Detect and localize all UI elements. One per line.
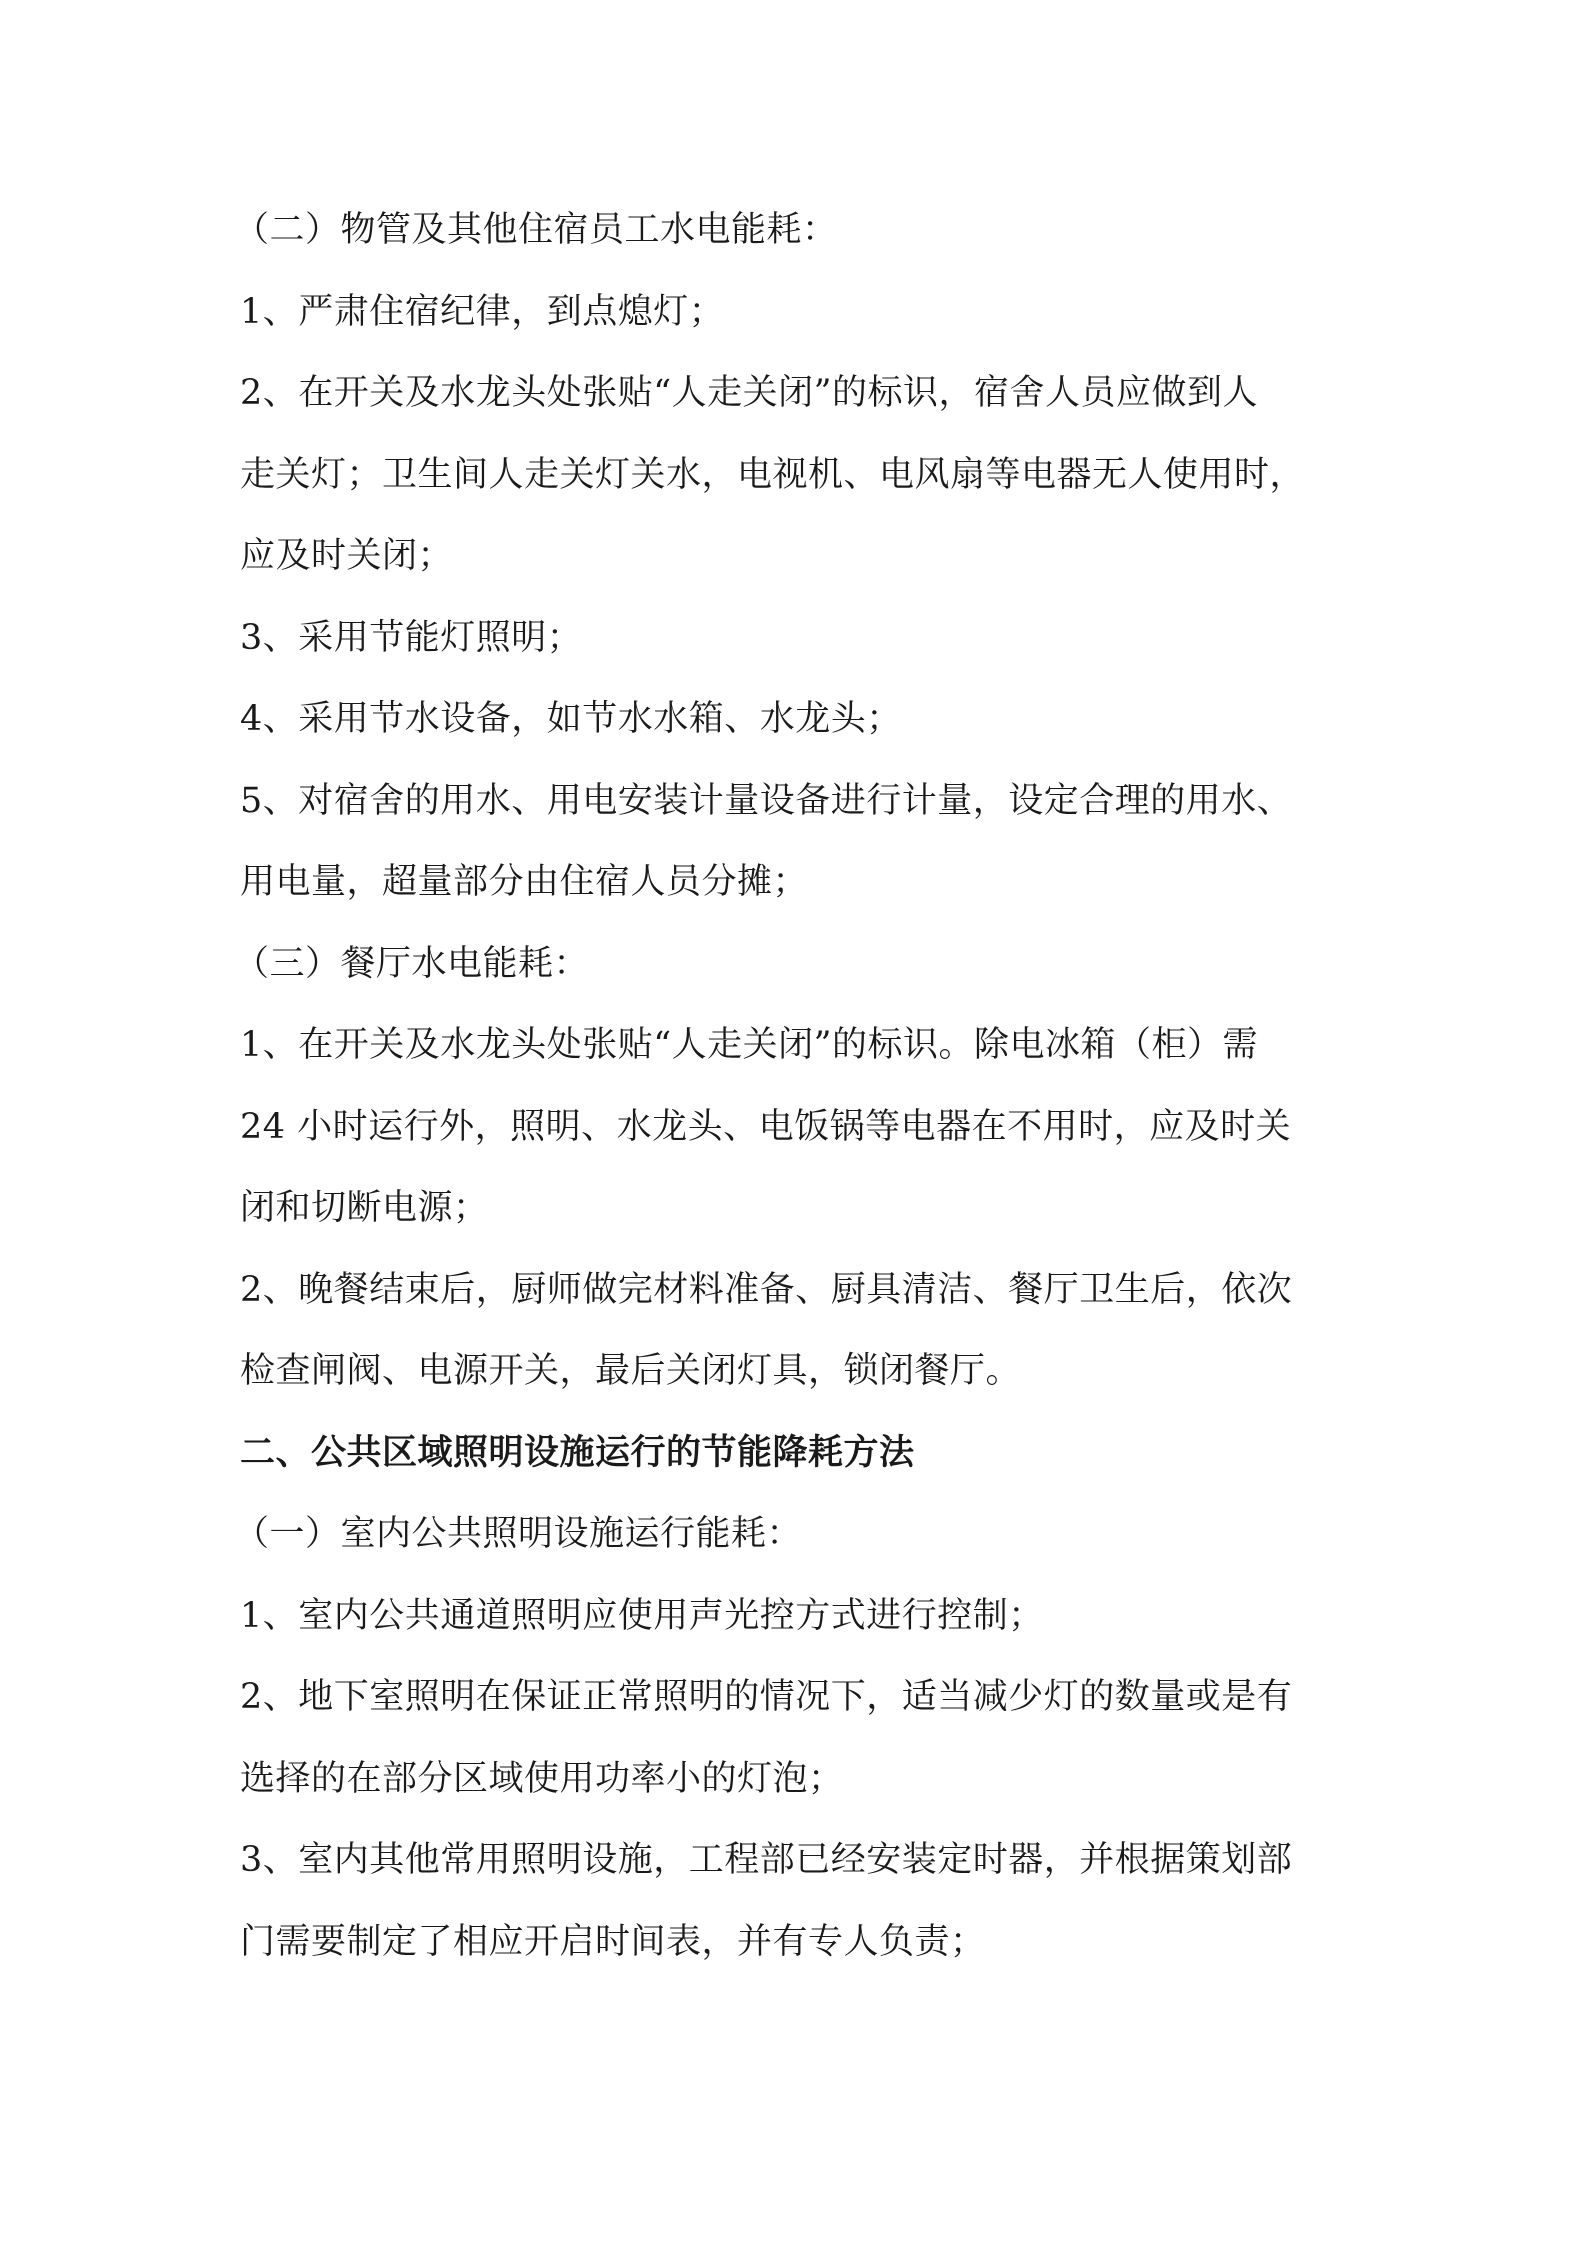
item-3 [240, 616, 1370, 698]
text-line: （二）物管及其他住宿员工水电能耗： [234, 210, 838, 250]
item-1 [240, 1023, 1370, 1268]
text-line: 走关灯；卫生间人走关灯关水，电视机、电风扇等电器无人使用时， [240, 454, 1306, 495]
text-line: 3、采用节能灯照明； [240, 617, 583, 658]
item-4 [240, 697, 1370, 779]
document-page [234, 208, 1370, 2001]
item-5 [240, 779, 1370, 942]
item-3 [240, 1838, 1370, 2001]
text-line: （三）餐厅水电能耗： [234, 943, 590, 984]
item-2 [240, 1268, 1370, 1431]
text-line: 2、地下室照明在保证正常照明的情况下，适当减少灯的数量或是有 [240, 1677, 1293, 1717]
text-line: 5、对宿舍的用水、用电安装计量设备进行计量，设定合理的用水、 [240, 780, 1293, 821]
text-line: 二、公共区域照明设施运行的节能降耗方法 [240, 1431, 915, 1473]
text-line: 2、晚餐结束后，厨师做完材料准备、厨具清洁、餐厅卫生后，依次 [240, 1269, 1293, 1310]
item-1 [240, 290, 1370, 372]
text-line: 闭和切断电源； [240, 1188, 489, 1228]
subsection-heading-1 [234, 1512, 1370, 1594]
text-line: 应及时关闭； [240, 536, 454, 576]
text-line: 1、在开关及水龙头处张贴“人走关闭”的标识。除电冰箱（柜）需 [240, 1025, 1259, 1065]
text-line: 用电量，超量部分由住宿人员分摊； [240, 862, 809, 902]
item-1 [240, 1594, 1370, 1676]
text-line: 24 小时运行外，照明、水龙头、电饭锅等电器在不用时，应及时关 [240, 1106, 1292, 1147]
text-line: 2、在开关及水龙头处张贴“人走关闭”的标识，宿舍人员应做到人 [240, 373, 1259, 413]
text-line: 门需要制定了相应开启时间表，并有专人负责； [240, 1921, 986, 1962]
text-line: 选择的在部分区域使用功率小的灯泡； [240, 1758, 844, 1799]
subsection-heading-2 [234, 208, 1370, 290]
text-line: 检查闸阀、电源开关，最后关闭灯具，锁闭餐厅。 [240, 1351, 1022, 1391]
section-heading-2 [240, 1431, 1370, 1513]
text-line: 1、室内公共通道照明应使用声光控方式进行控制； [240, 1595, 1044, 1636]
text-line: （一）室内公共照明设施运行能耗： [234, 1514, 803, 1554]
item-2 [240, 371, 1370, 616]
text-line: 1、严肃住宿纪律，到点熄灯； [240, 291, 725, 332]
text-line: 3、室内其他常用照明设施，工程部已经安装定时器，并根据策划部 [240, 1840, 1293, 1880]
item-2 [240, 1675, 1370, 1838]
subsection-heading-3 [234, 942, 1370, 1024]
text-line: 4、采用节水设备，如节水水箱、水龙头； [240, 699, 902, 739]
